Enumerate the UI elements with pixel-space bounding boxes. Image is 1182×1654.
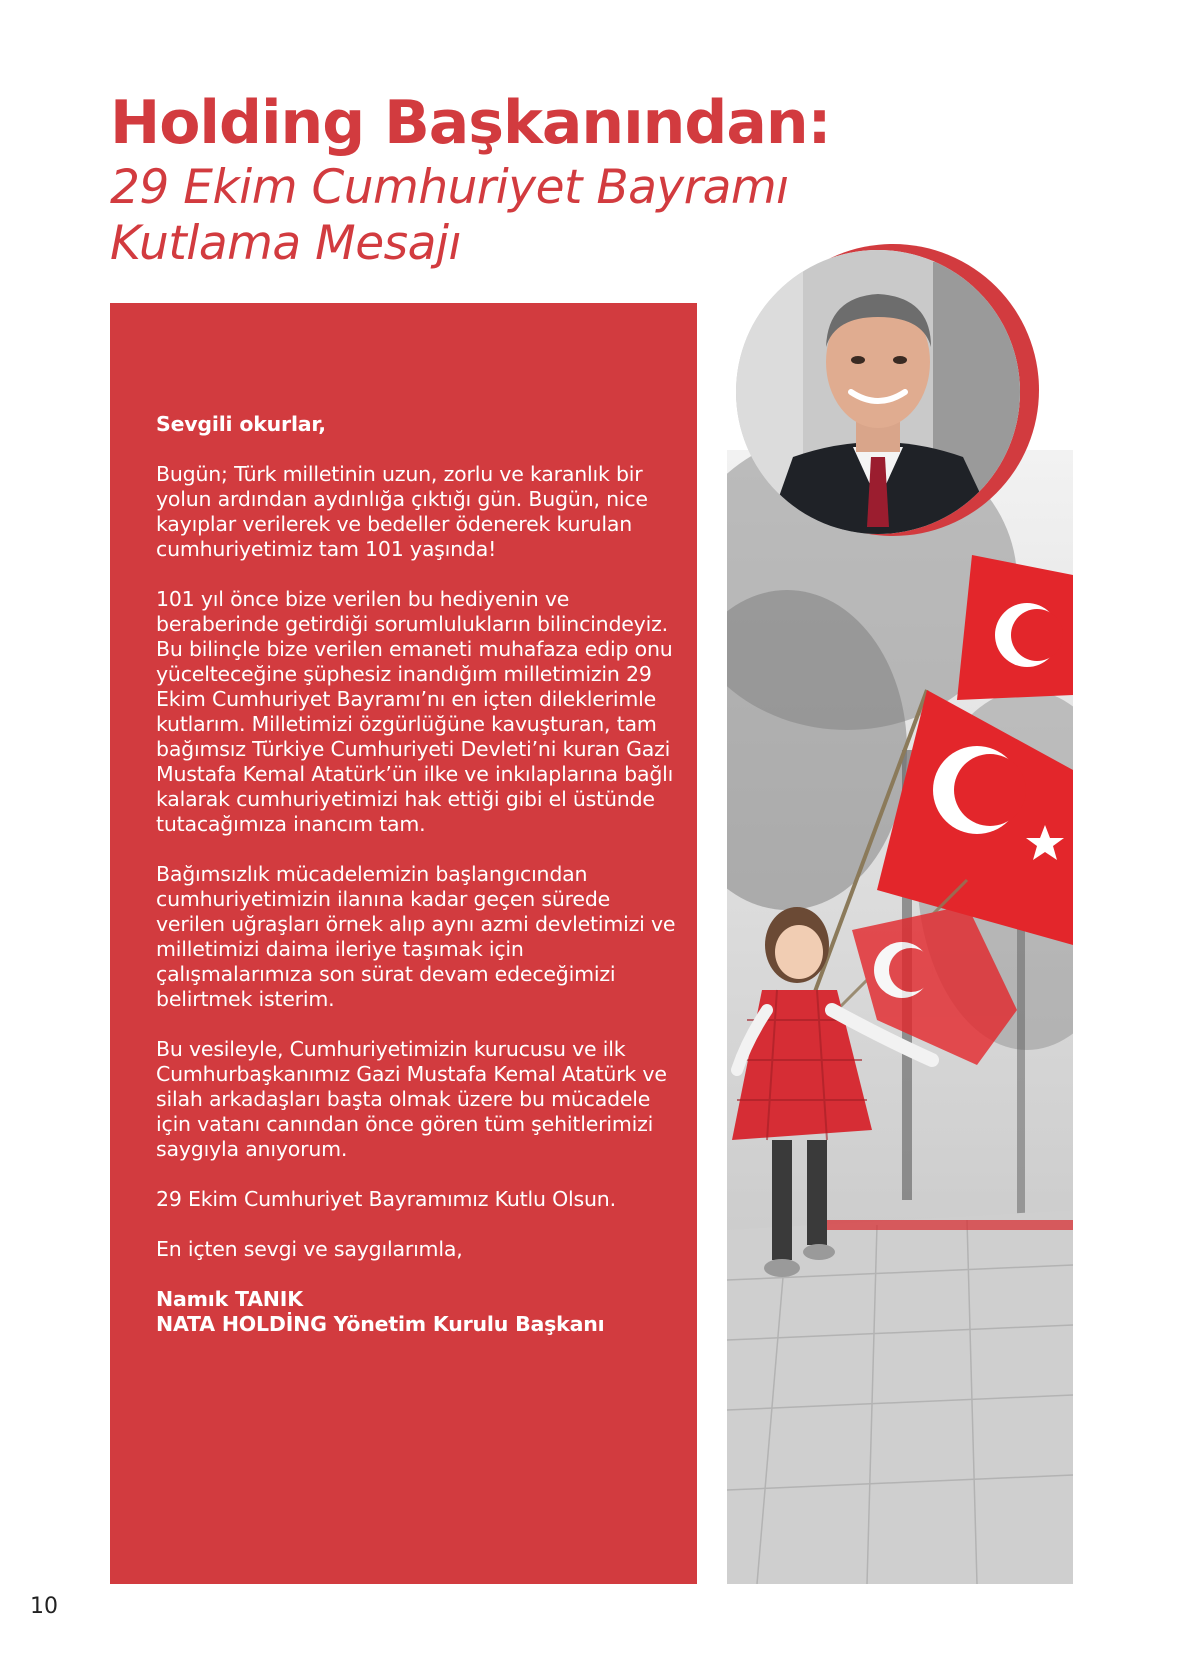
letter-paragraph-1: Bugün; Türk milletinin uzun, zorlu ve karanlık bir yolun ardından aydınlığa çıktığı gün. Bugün, nice kayıplar verilerek ve bedeller ödenerek kurulan cumhuriyetimiz tam 101 yaşında!: [156, 462, 648, 561]
letter-paragraph-4: Bu vesileyle, Cumhuriyetimizin kurucusu ve ilk Cumhurbaşkanımız Gazi Mustafa Kemal Atatürk ve silah arkadaşları başta olmak üzere bu mücadele için vatanı canından önce gören tüm şehitlerimizi saygıyla anıyorum.: [156, 1037, 667, 1161]
letter-body: [156, 412, 676, 1337]
page-title: Holding Başkanından:: [110, 88, 831, 158]
letter-paragraph-3: Bağımsızlık mücadelemizin başlangıcından cumhuriyetimizin ilanına kadar geçen sürede verilen uğraşları örnek alıp aynı azmi devletimizi ve milletimizi daima ileriye taşımak için çalışmalarımıza son sürat devam edeceğimizi belirtmek isterim.: [156, 862, 676, 1011]
chairman-portrait: [733, 242, 1043, 542]
bunting: [817, 1220, 1073, 1230]
signature-name: Namık TANIK: [156, 1287, 303, 1311]
portrait-photo: [733, 242, 1043, 542]
signature-title: NATA HOLDİNG Yönetim Kurulu Başkanı: [156, 1312, 605, 1336]
letter-paragraph-5: 29 Ekim Cumhuriyet Bayramımız Kutlu Olsun.: [156, 1187, 616, 1211]
page-number: 10: [30, 1594, 58, 1619]
subtitle-line-1: 29 Ekim Cumhuriyet Bayramı: [110, 160, 789, 215]
portrait-frame: [733, 242, 1043, 542]
letter-paragraph-2: 101 yıl önce bize verilen bu hediyenin ve beraberinde getirdiği sorumlulukların bilincindeyiz. Bu bilinçle bize verilen emaneti muhafaza edip onu yücelteceğine şüphesiz inandığım milletimizin 29 Ekim Cumhuriyet Bayramı’nı en içten dileklerimle kutlarım. Milletimizi özgürlüğüne kavuşturan, tam bağımsız Türkiye Cumhuriyeti Devleti’ni kuran Gazi Mustafa Kemal Atatürk’ün ilke ve inkılaplarına bağlı kalarak cumhuriyetimizi hak ettiği gibi el üstünde tutacağımıza inancım tam.: [156, 587, 674, 836]
flag-child-illustration: [727, 450, 1073, 1584]
subtitle-line-2: Kutlama Mesajı: [110, 216, 462, 271]
flag-child-photo: [727, 450, 1073, 1584]
letter-greeting: Sevgili okurlar,: [156, 412, 326, 436]
tree-trunk: [1017, 900, 1025, 1220]
letter-closing: En içten sevgi ve saygılarımla,: [156, 1237, 463, 1261]
turkish-flag-icon: [957, 555, 1073, 700]
